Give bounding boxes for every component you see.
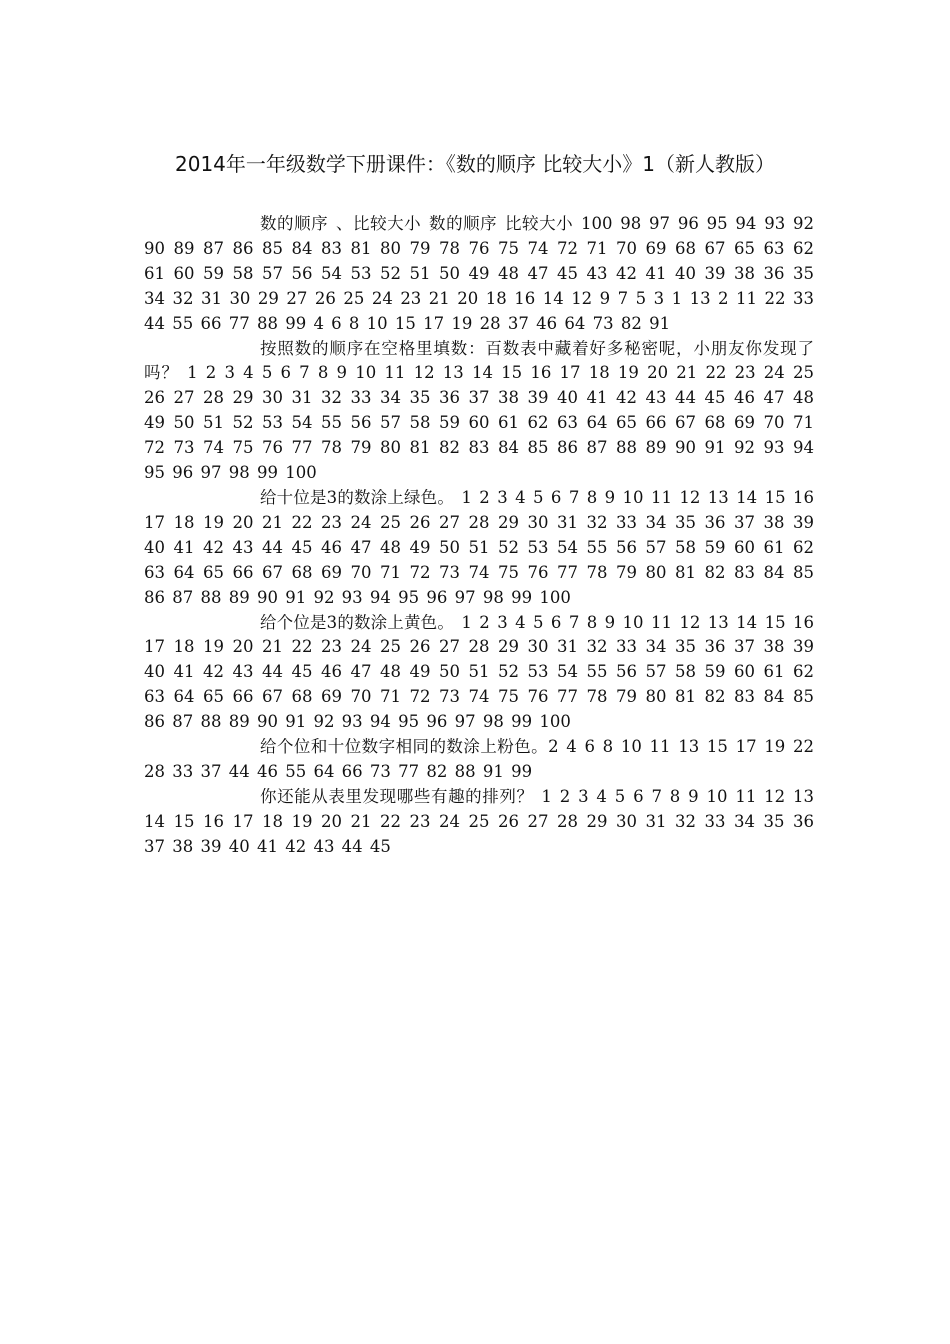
- paragraph-ones-yellow: 给个位是3的数涂上黄色。 1 2 3 4 5 6 7 8 9 10 11 12 13 14 15 16 17 18 19 20 21 22 23 24 25 26 27 28 29 30 31 32 33 34 35 36 37 38 39 40 41 42 43 44 45 46 47 48 49 50 51 52 53 54 55 56 57 58 59 60 61 62 63 64 65 66 67 68 69 70 71 72 73 74 75 76 77 78 79 80 81 82 83 84 85 86 87 88 89 90 91 92 93 94 95 96 97 98 99 100: [144, 612, 814, 732]
- document-body: [144, 212, 814, 860]
- paragraph-same-digits-pink: 给个位和十位数字相同的数涂上粉色。2 4 6 8 10 11 13 15 17 19 22 28 33 37 44 46 55 64 66 73 77 82 88 91 99: [144, 737, 814, 781]
- paragraph-tens-green: 给十位是3的数涂上绿色。 1 2 3 4 5 6 7 8 9 10 11 12 13 14 15 16 17 18 19 20 21 22 23 24 25 26 27 28 29 30 31 32 33 34 35 36 37 38 39 40 41 42 43 44 45 46 47 48 49 50 51 52 53 54 55 56 57 58 59 60 61 62 63 64 65 66 67 68 69 70 71 72 73 74 75 76 77 78 79 80 81 82 83 84 85 86 87 88 89 90 91 92 93 94 95 96 97 98 99 100: [144, 487, 814, 607]
- paragraph-compare-numbers: 数的顺序 、比较大小 数的顺序 比较大小 100 98 97 96 95 94 93 92 90 89 87 86 85 84 83 81 80 79 78 76 75 74 72 71 70 69 68 67 65 63 62 61 60 59 58 57 56 54 53 52 51 50 49 48 47 45 43 42 41 40 39 38 36 35 34 32 31 30 29 27 26 25 24 23 21 20 18 16 14 12 9 7 5 3 1 13 2 11 22 33 44 55 66 77 88 99 4 6 8 10 15 17 19 28 37 46 64 73 82 91: [144, 214, 814, 333]
- paragraph-fill-blanks: 按照数的顺序在空格里填数：百数表中藏着好多秘密呢，小朋友你发现了吗？ 1 2 3 4 5 6 7 8 9 10 11 12 13 14 15 16 17 18 19 20 21 22 23 24 25 26 27 28 29 30 31 32 33 34 35 36 37 38 39 40 41 42 43 44 45 46 47 48 49 50 51 52 53 54 55 56 57 58 59 60 61 62 63 64 65 66 67 68 69 70 71 72 73 74 75 76 77 78 79 80 81 82 83 84 85 86 87 88 89 90 91 92 93 94 95 96 97 98 99 100: [144, 338, 814, 483]
- paragraph-interesting-patterns: 你还能从表里发现哪些有趣的排列？ 1 2 3 4 5 6 7 8 9 10 11 12 13 14 15 16 17 18 19 20 21 22 23 24 25 26 27 28 29 30 31 32 33 34 35 36 37 38 39 40 41 42 43 44 45: [144, 786, 814, 856]
- document-title: 2014年一年级数学下册课件：《数的顺序 比较大小》1（新人教版）: [175, 152, 775, 176]
